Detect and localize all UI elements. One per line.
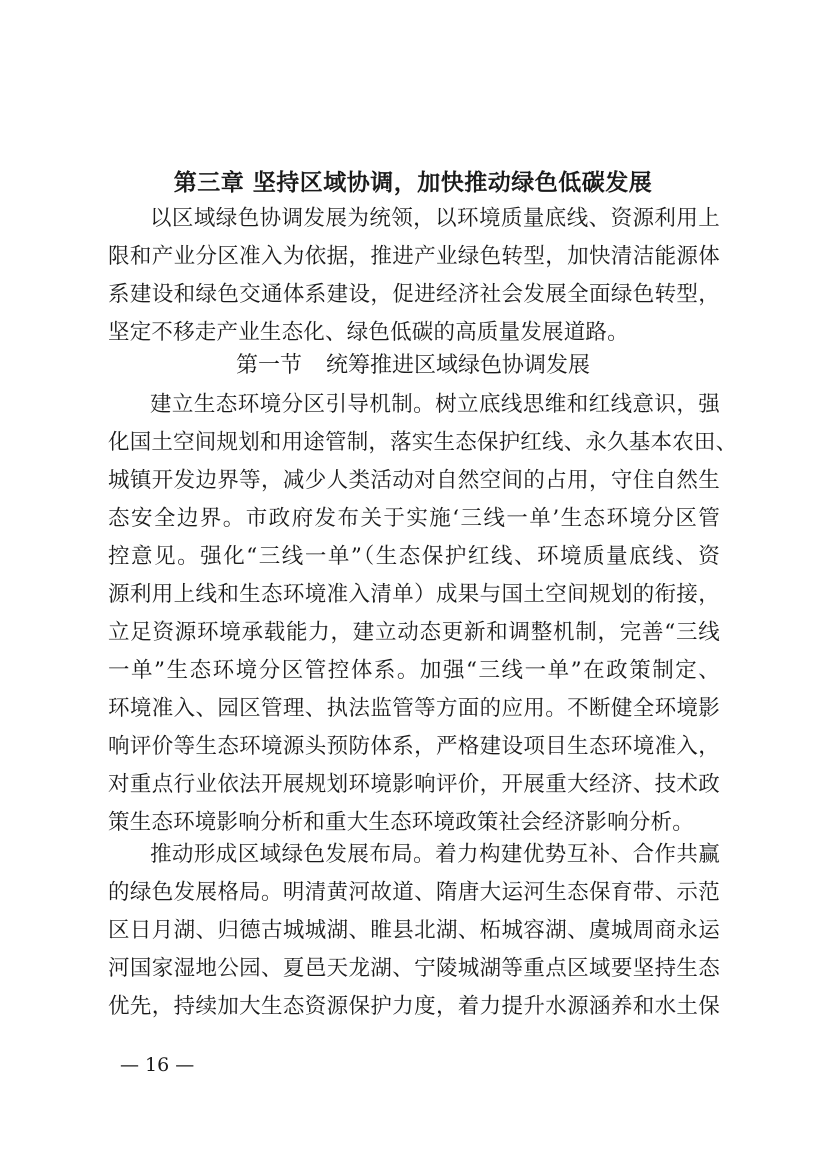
paragraph-line: 建立生态环境分区引导机制。树立底线思维和红线意识，强 (150, 392, 720, 417)
paragraph-line: 的绿色发展格局。明清黄河故道、隋唐大运河生态保育带、示范 (108, 880, 720, 905)
paragraph-line: 系建设和绿色交通体系建设，促进经济社会发展全面绿色转型， (108, 282, 720, 307)
paragraph-line: 对重点行业依法开展规划环境影响评价，开展重大经济、技术政 (108, 772, 720, 797)
paragraph-line: 限和产业分区准入为依据，推进产业绿色转型，加快清洁能源体 (108, 244, 720, 269)
paragraph-line: 源利用上线和生态环境准入清单）成果与国土空间规划的衔接， (108, 582, 720, 607)
paragraph-line: 策生态环境影响分析和重大生态环境政策社会经济影响分析。 (108, 810, 694, 835)
paragraph-line: 环境准入、园区管理、执法监管等方面的应用。不断健全环境影 (108, 696, 720, 721)
section-heading (110, 348, 716, 384)
paragraph-line: 响评价等生态环境源头预防体系，严格建设项目生态环境准入， (108, 734, 720, 759)
paragraph-line: 河国家湿地公园、夏邑天龙湖、宁陵城湖等重点区域要坚持生态 (108, 956, 720, 981)
paragraph-line: 化国土空间规划和用途管制，落实生态保护红线、永久基本农田、 (108, 430, 738, 455)
section-number: 第一节 (235, 353, 302, 378)
chapter-title: 第三章 坚持区域协调，加快推动绿色低碳发展 (173, 170, 653, 196)
paragraph-line: 以区域绿色协调发展为统领，以环境质量底线、资源利用上 (150, 206, 720, 231)
paragraph-layout (108, 836, 720, 1026)
paragraph-line: 区日月湖、归德古城城湖、睢县北湖、柘城容湖、虞城周商永运 (108, 918, 720, 943)
paragraph-line: 一单”生态环境分区管控体系。加强“三线一单”在政策制定、 (108, 658, 720, 683)
paragraph-line: 推动形成区域绿色发展布局。着力构建优势互补、合作共赢 (150, 842, 720, 867)
paragraph-line: 坚定不移走产业生态化、绿色低碳的高质量发展道路。 (108, 320, 629, 345)
section-title: 统筹推进区域绿色协调发展 (326, 353, 591, 378)
paragraph-line: 态安全边界。市政府发布关于实施‘三线一单’生态环境分区管 (108, 506, 720, 531)
page-number: — 16 — (120, 1054, 195, 1076)
paragraph-line: 城镇开发边界等，减少人类活动对自然空间的占用，守住自然生 (108, 468, 720, 493)
paragraph-line: 控意见。强化“三线一单”（生态保护红线、环境质量底线、资 (108, 544, 720, 569)
paragraph-line: 立足资源环境承载能力，建立动态更新和调整机制，完善“三线 (108, 620, 720, 645)
paragraph-line: 优先，持续加大生态资源保护力度，着力提升水源涵养和水土保 (108, 994, 720, 1019)
intro-paragraph (108, 200, 720, 352)
paragraph-zoning (108, 386, 738, 842)
